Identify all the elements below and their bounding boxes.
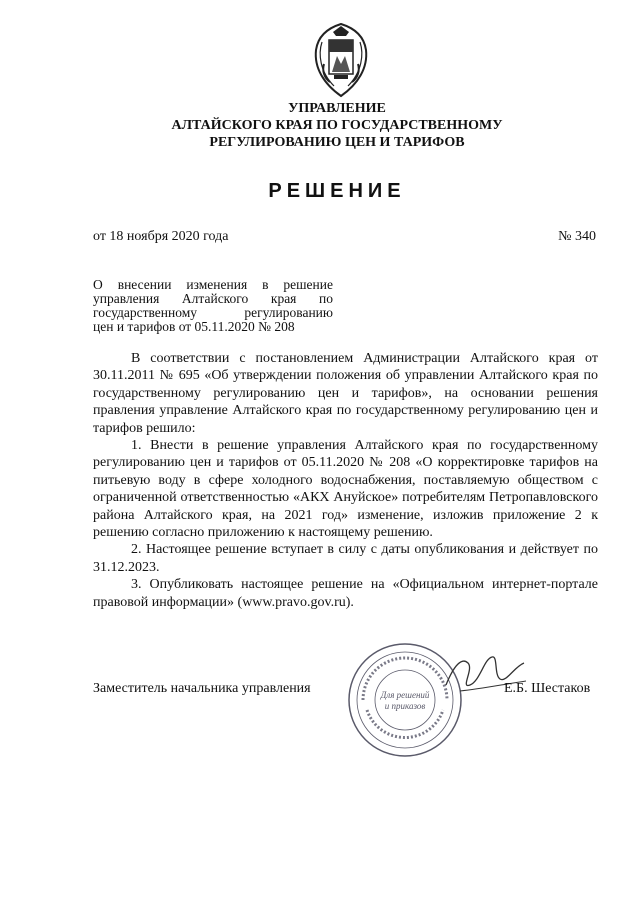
document-date: от 18 ноября 2020 года bbox=[93, 229, 229, 244]
subject-line-1: О внесении изменения в решение bbox=[93, 277, 333, 292]
document-number: № 340 bbox=[558, 229, 596, 244]
body-item-1: 1. Внести в решение управления Алтайского края по государственному регулированию цен и тарифов от 05.11.2020 № 208 «О корректировке тарифов на питьевую воду в сфере холодного водоснабжения, поставляемую обществом с ограниченной ответственностью «АКХ Ануйское» потребителям Петропавловского района Алтайского края, на 2021 год» изменение, изложив приложение 2 к решению согласно приложению к настоящему решению. bbox=[93, 438, 598, 541]
document-subject bbox=[93, 278, 333, 334]
org-line-3: РЕГУЛИРОВАНИЮ ЦЕН И ТАРИФОВ bbox=[209, 135, 465, 150]
organization-name bbox=[0, 100, 639, 151]
subject-line-3: государственному регулированию bbox=[93, 305, 333, 320]
body-item-3: 3. Опубликовать настоящее решение на «Официальном интернет-портале правовой информации» (www.pravo.gov.ru). bbox=[93, 577, 598, 610]
body-preamble: В соответствии с постановлением Администрации Алтайского края от 30.11.2011 № 695 «Об утверждении положения об управлении Алтайского края по государственному регулированию цен и тарифов», на основании решения правления управление Алтайского края по государственному регулированию цен и тарифов решило: bbox=[93, 351, 598, 436]
document-body bbox=[93, 350, 598, 611]
signer-name: Е.Б. Шестаков bbox=[504, 681, 591, 696]
subject-line-4: цен и тарифов от 05.11.2020 № 208 bbox=[93, 319, 295, 334]
coat-of-arms-emblem bbox=[310, 20, 372, 100]
svg-text:Для решений: Для решений bbox=[380, 690, 430, 700]
body-item-2: 2. Настоящее решение вступает в силу с даты опубликования и действует по 31.12.2023. bbox=[93, 542, 598, 575]
subject-line-2: управления Алтайского края по bbox=[93, 291, 333, 306]
signer-position: Заместитель начальника управления bbox=[93, 681, 311, 696]
org-line-1: УПРАВЛЕНИЕ bbox=[288, 101, 386, 116]
org-line-2: АЛТАЙСКОГО КРАЯ ПО ГОСУДАРСТВЕННОМУ bbox=[171, 118, 503, 133]
svg-text:и приказов: и приказов bbox=[384, 701, 426, 711]
document-type-title: РЕШЕНИЕ bbox=[268, 180, 406, 202]
